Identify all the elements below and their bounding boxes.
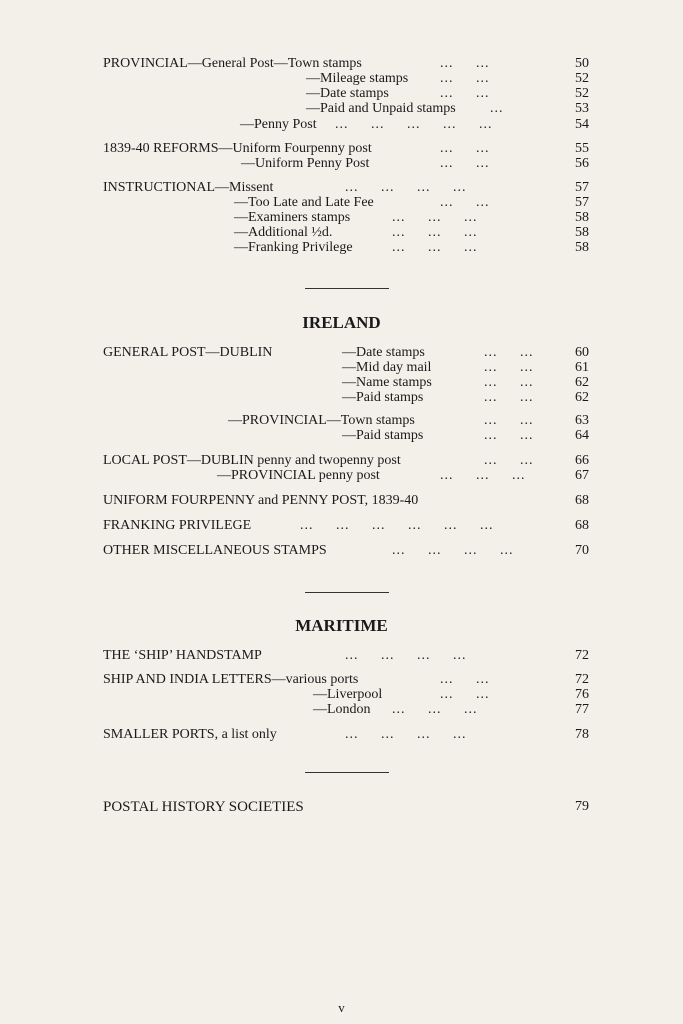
leader-dots: ... ... ... bbox=[392, 702, 478, 717]
page-number: 52 bbox=[575, 86, 589, 101]
page-number: 68 bbox=[575, 493, 589, 508]
page-number: 50 bbox=[575, 56, 589, 71]
page-number: 78 bbox=[575, 727, 589, 742]
page-number: 55 bbox=[575, 141, 589, 156]
leader-dots: ... ... ... bbox=[392, 225, 478, 240]
entry-provincial-paid: —Paid and Unpaid stamps bbox=[306, 101, 456, 116]
leader-dots: ... ... bbox=[484, 345, 534, 360]
entry-reforms-fourpenny: 1839-40 REFORMS—Uniform Fourpenny post bbox=[103, 141, 372, 156]
entry-ireland-uniform: UNIFORM FOURPENNY and PENNY POST, 1839-40 bbox=[103, 493, 419, 508]
leader-dots: ... ... bbox=[440, 687, 490, 702]
leader-dots: ... ... bbox=[440, 195, 490, 210]
entry-ireland-paid: —Paid stamps bbox=[342, 390, 424, 405]
entry-instructional-additional: —Additional ½d. bbox=[234, 225, 333, 240]
leader-dots: ... ... bbox=[440, 141, 490, 156]
page-number: 66 bbox=[575, 453, 589, 468]
leader-dots: ... ... ... ... ... bbox=[335, 117, 493, 132]
page-number: 70 bbox=[575, 543, 589, 558]
leader-dots: ... bbox=[490, 101, 504, 116]
page-number: 57 bbox=[575, 195, 589, 210]
leader-dots: ... ... bbox=[440, 672, 490, 687]
section-heading-maritime: MARITIME bbox=[295, 616, 388, 635]
leader-dots: ... ... bbox=[484, 360, 534, 375]
entry-maritime-india: SHIP AND INDIA LETTERS—various ports bbox=[103, 672, 359, 687]
entry-maritime-liverpool: —Liverpool bbox=[313, 687, 383, 702]
page-number: 67 bbox=[575, 468, 589, 483]
entry-provincial-date: —Date stamps bbox=[306, 86, 389, 101]
entry-postal-history-societies: POSTAL HISTORY SOCIETIES bbox=[103, 799, 304, 815]
entry-ireland-local-post: LOCAL POST—DUBLIN penny and twopenny post bbox=[103, 453, 401, 468]
leader-dots: ... ... bbox=[440, 86, 490, 101]
page-number: 58 bbox=[575, 225, 589, 240]
page-number: 57 bbox=[575, 180, 589, 195]
entry-ireland-date: —Date stamps bbox=[342, 345, 425, 360]
entry-instructional-examiners: —Examiners stamps bbox=[234, 210, 351, 225]
entry-instructional-late: —Too Late and Late Fee bbox=[234, 195, 374, 210]
section-divider bbox=[305, 592, 389, 593]
section-divider bbox=[305, 288, 389, 289]
leader-dots: ... ... bbox=[484, 390, 534, 405]
page-number: 62 bbox=[575, 375, 589, 390]
leader-dots: ... ... ... ... bbox=[345, 648, 467, 663]
section-divider bbox=[305, 772, 389, 773]
entry-maritime-smaller: SMALLER PORTS, a list only bbox=[103, 727, 277, 742]
leader-dots: ... ... bbox=[484, 413, 534, 428]
entry-ireland-midday: —Mid day mail bbox=[342, 360, 432, 375]
page-number: 61 bbox=[575, 360, 589, 375]
leader-dots: ... ... ... ... bbox=[392, 543, 514, 558]
page-number: 72 bbox=[575, 672, 589, 687]
leader-dots: ... ... ... ... bbox=[345, 727, 467, 742]
page-number: 68 bbox=[575, 518, 589, 533]
entry-provincial-penny: —Penny Post bbox=[240, 117, 317, 132]
page-number: 54 bbox=[575, 117, 589, 132]
leader-dots: ... ... bbox=[440, 71, 490, 86]
leader-dots: ... ... ... ... ... ... bbox=[300, 518, 494, 533]
entry-ireland-provincial-paid: —Paid stamps bbox=[342, 428, 424, 443]
leader-dots: ... ... ... bbox=[392, 240, 478, 255]
entry-instructional-franking: —Franking Privilege bbox=[234, 240, 353, 255]
page-number: 62 bbox=[575, 390, 589, 405]
page-number: 58 bbox=[575, 210, 589, 225]
entry-provincial-town: PROVINCIAL—General Post—Town stamps bbox=[103, 56, 362, 71]
entry-ireland-name: —Name stamps bbox=[342, 375, 432, 390]
leader-dots: ... ... ... ... bbox=[345, 180, 467, 195]
leader-dots: ... ... ... bbox=[392, 210, 478, 225]
page-folio: v bbox=[338, 1000, 345, 1015]
leader-dots: ... ... bbox=[484, 375, 534, 390]
entry-ireland-other: OTHER MISCELLANEOUS STAMPS bbox=[103, 543, 327, 558]
page-number: 58 bbox=[575, 240, 589, 255]
leader-dots: ... ... bbox=[440, 156, 490, 171]
leader-dots: ... ... bbox=[484, 428, 534, 443]
page-number: 56 bbox=[575, 156, 589, 171]
page-number: 64 bbox=[575, 428, 589, 443]
page-number: 52 bbox=[575, 71, 589, 86]
page-number: 79 bbox=[575, 799, 589, 814]
page-number: 77 bbox=[575, 702, 589, 717]
page-number: 76 bbox=[575, 687, 589, 702]
entry-reforms-penny: —Uniform Penny Post bbox=[241, 156, 370, 171]
entry-ireland-provincial: —PROVINCIAL—Town stamps bbox=[228, 413, 415, 428]
page-number: 53 bbox=[575, 101, 589, 116]
entry-maritime-london: —London bbox=[313, 702, 371, 717]
leader-dots: ... ... bbox=[440, 56, 490, 71]
leader-dots: ... ... ... bbox=[440, 468, 526, 483]
entry-ireland-general-post: GENERAL POST—DUBLIN bbox=[103, 345, 273, 360]
entry-ireland-franking: FRANKING PRIVILEGE bbox=[103, 518, 252, 533]
entry-maritime-ship: THE ‘SHIP’ HANDSTAMP bbox=[103, 648, 262, 663]
entry-provincial-mileage: —Mileage stamps bbox=[306, 71, 409, 86]
entry-instructional-missent: INSTRUCTIONAL—Missent bbox=[103, 180, 274, 195]
page-number: 72 bbox=[575, 648, 589, 663]
page-number: 60 bbox=[575, 345, 589, 360]
leader-dots: ... ... bbox=[484, 453, 534, 468]
section-heading-ireland: IRELAND bbox=[302, 313, 381, 332]
page-number: 63 bbox=[575, 413, 589, 428]
entry-ireland-local-provincial: —PROVINCIAL penny post bbox=[217, 468, 380, 483]
